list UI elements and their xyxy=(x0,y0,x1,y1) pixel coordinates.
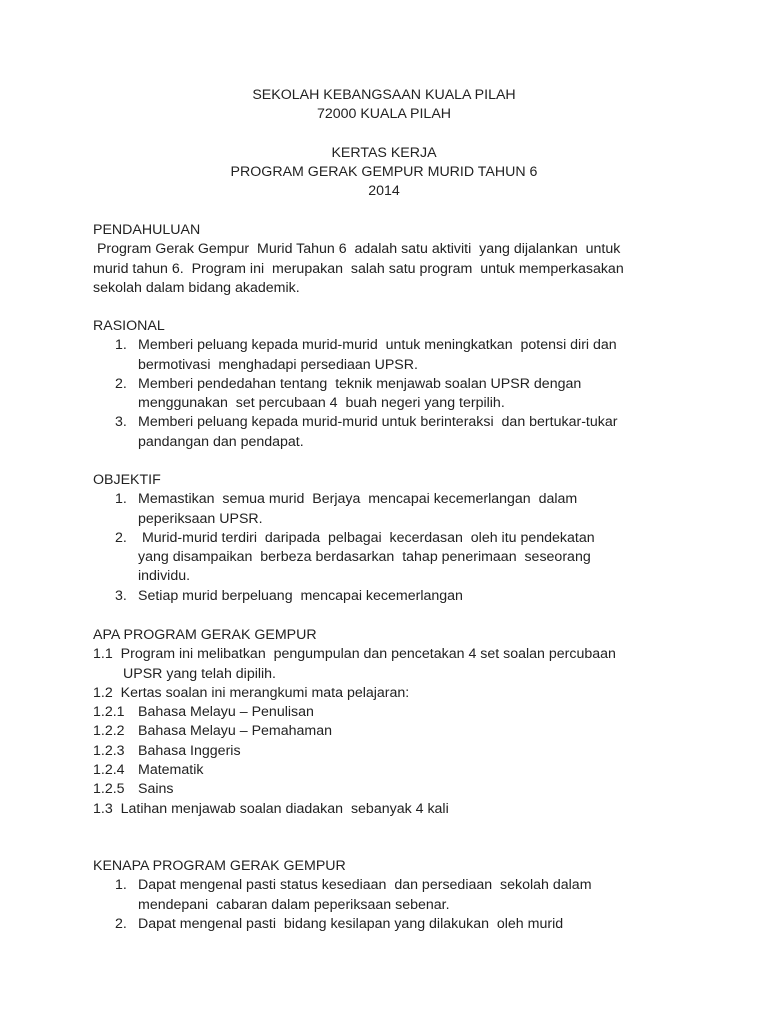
section-pendahuluan xyxy=(93,221,693,298)
list-text: Sains xyxy=(138,781,174,798)
list-item xyxy=(93,645,693,684)
spacer xyxy=(0,125,768,144)
list-item xyxy=(93,413,693,452)
list-text: Memberi peluang kepada murid-murid untuk meningkatkan potensi diri dan xyxy=(138,337,617,354)
list-text: Murid-murid terdiri daripada pelbagai kecerdasan oleh itu pendekatan xyxy=(138,529,595,546)
list-text: Kertas soalan ini merangkumi mata pelajaran: xyxy=(120,684,410,701)
paragraph-line: murid tahun 6. Program ini merupakan salah satu program untuk memperkasakan xyxy=(93,260,624,277)
list-number: 1.2.2 xyxy=(93,723,125,740)
list-text: UPSR yang telah dipilih. xyxy=(123,665,276,682)
list-text: yang disampaikan berbeza berdasarkan tahap penerimaan seseorang xyxy=(138,549,591,566)
list-item xyxy=(93,529,693,587)
list-text: Program ini melibatkan pengumpulan dan pencetakan 4 set soalan percubaan xyxy=(120,646,616,663)
list-text: Bahasa Melayu – Penulisan xyxy=(138,704,314,721)
section-heading: APA PROGRAM GERAK GEMPUR xyxy=(93,627,317,643)
section-kenapa-program xyxy=(93,857,693,934)
list-item xyxy=(93,915,693,934)
list-text: Setiap murid berpeluang mencapai kecemerlangan xyxy=(138,587,463,604)
list-text: pandangan dan pendapat. xyxy=(138,433,304,450)
list-number: 1.1 xyxy=(93,646,113,663)
list-number: 3. xyxy=(115,414,127,431)
section-heading: PENDAHULUAN xyxy=(93,222,201,238)
list-item xyxy=(93,375,693,414)
list-text: Bahasa Inggeris xyxy=(138,742,241,759)
paragraph-line: sekolah dalam bidang akademik. xyxy=(93,279,300,296)
list-item xyxy=(93,587,693,606)
list-number: 3. xyxy=(115,587,127,604)
section-apa-program xyxy=(93,626,693,819)
list-item xyxy=(93,703,693,722)
list-number: 2. xyxy=(115,915,127,932)
list-item xyxy=(93,742,693,761)
list-number: 1.2.4 xyxy=(93,762,125,779)
school-address: 72000 KUALA PILAH xyxy=(316,106,452,123)
list-number: 1. xyxy=(115,337,127,354)
section-heading: RASIONAL xyxy=(93,318,165,334)
list-item xyxy=(93,876,693,915)
paragraph-line: Program Gerak Gempur Murid Tahun 6 adalah satu aktiviti yang dijalankan untuk xyxy=(93,241,621,258)
list-item xyxy=(93,722,693,741)
list-item xyxy=(93,336,693,375)
list-text: Dapat mengenal pasti bidang kesilapan yang dilakukan oleh murid xyxy=(138,915,564,932)
section-heading: OBJEKTIF xyxy=(93,472,161,488)
list-item xyxy=(93,490,693,529)
list-text: Latihan menjawab soalan diadakan sebanyak 4 kali xyxy=(120,800,449,817)
program-year: 2014 xyxy=(368,183,400,200)
list-item xyxy=(93,800,693,819)
list-text: mendepani cabaran dalam peperiksaan sebenar. xyxy=(138,896,450,913)
list-number: 1.2 xyxy=(93,684,113,701)
list-number: 1.2.3 xyxy=(93,742,125,759)
list-number: 1.2.1 xyxy=(93,704,125,721)
list-text: Memberi pendedahan tentang teknik menjawab soalan UPSR dengan xyxy=(138,375,582,392)
list-number: 2. xyxy=(115,529,127,546)
list-number: 1. xyxy=(115,491,127,508)
list-number: 1.2.5 xyxy=(93,781,125,798)
list-item xyxy=(93,761,693,780)
list-number: 1.3 xyxy=(93,800,113,817)
document-type: KERTAS KERJA xyxy=(331,144,437,161)
list-text: menggunakan set percubaan 4 buah negeri yang terpilih. xyxy=(138,395,505,412)
list-text: Memastikan semua murid Berjaya mencapai kecemerlangan dalam xyxy=(138,491,578,508)
program-title: PROGRAM GERAK GEMPUR MURID TAHUN 6 xyxy=(230,164,538,181)
list-text: Dapat mengenal pasti status kesediaan dan persediaan sekolah dalam xyxy=(138,877,592,894)
list-item xyxy=(93,684,693,703)
list-number: 1. xyxy=(115,877,127,894)
list-text: bermotivasi menghadapi persediaan UPSR. xyxy=(138,356,418,373)
school-name: SEKOLAH KEBANGSAAN KUALA PILAH xyxy=(252,87,516,103)
list-text: Matematik xyxy=(138,762,204,779)
section-rasional xyxy=(93,317,693,452)
document-header xyxy=(0,86,768,202)
list-text: peperiksaan UPSR. xyxy=(138,510,263,527)
list-text: Bahasa Melayu – Pemahaman xyxy=(138,723,333,740)
list-number: 2. xyxy=(115,375,127,392)
list-item xyxy=(93,780,693,799)
list-text: individu. xyxy=(138,568,191,585)
section-heading: KENAPA PROGRAM GERAK GEMPUR xyxy=(93,858,346,874)
list-text: Memberi peluang kepada murid-murid untuk berinteraksi dan bertukar-tukar xyxy=(138,414,618,431)
section-objektif xyxy=(93,471,693,606)
